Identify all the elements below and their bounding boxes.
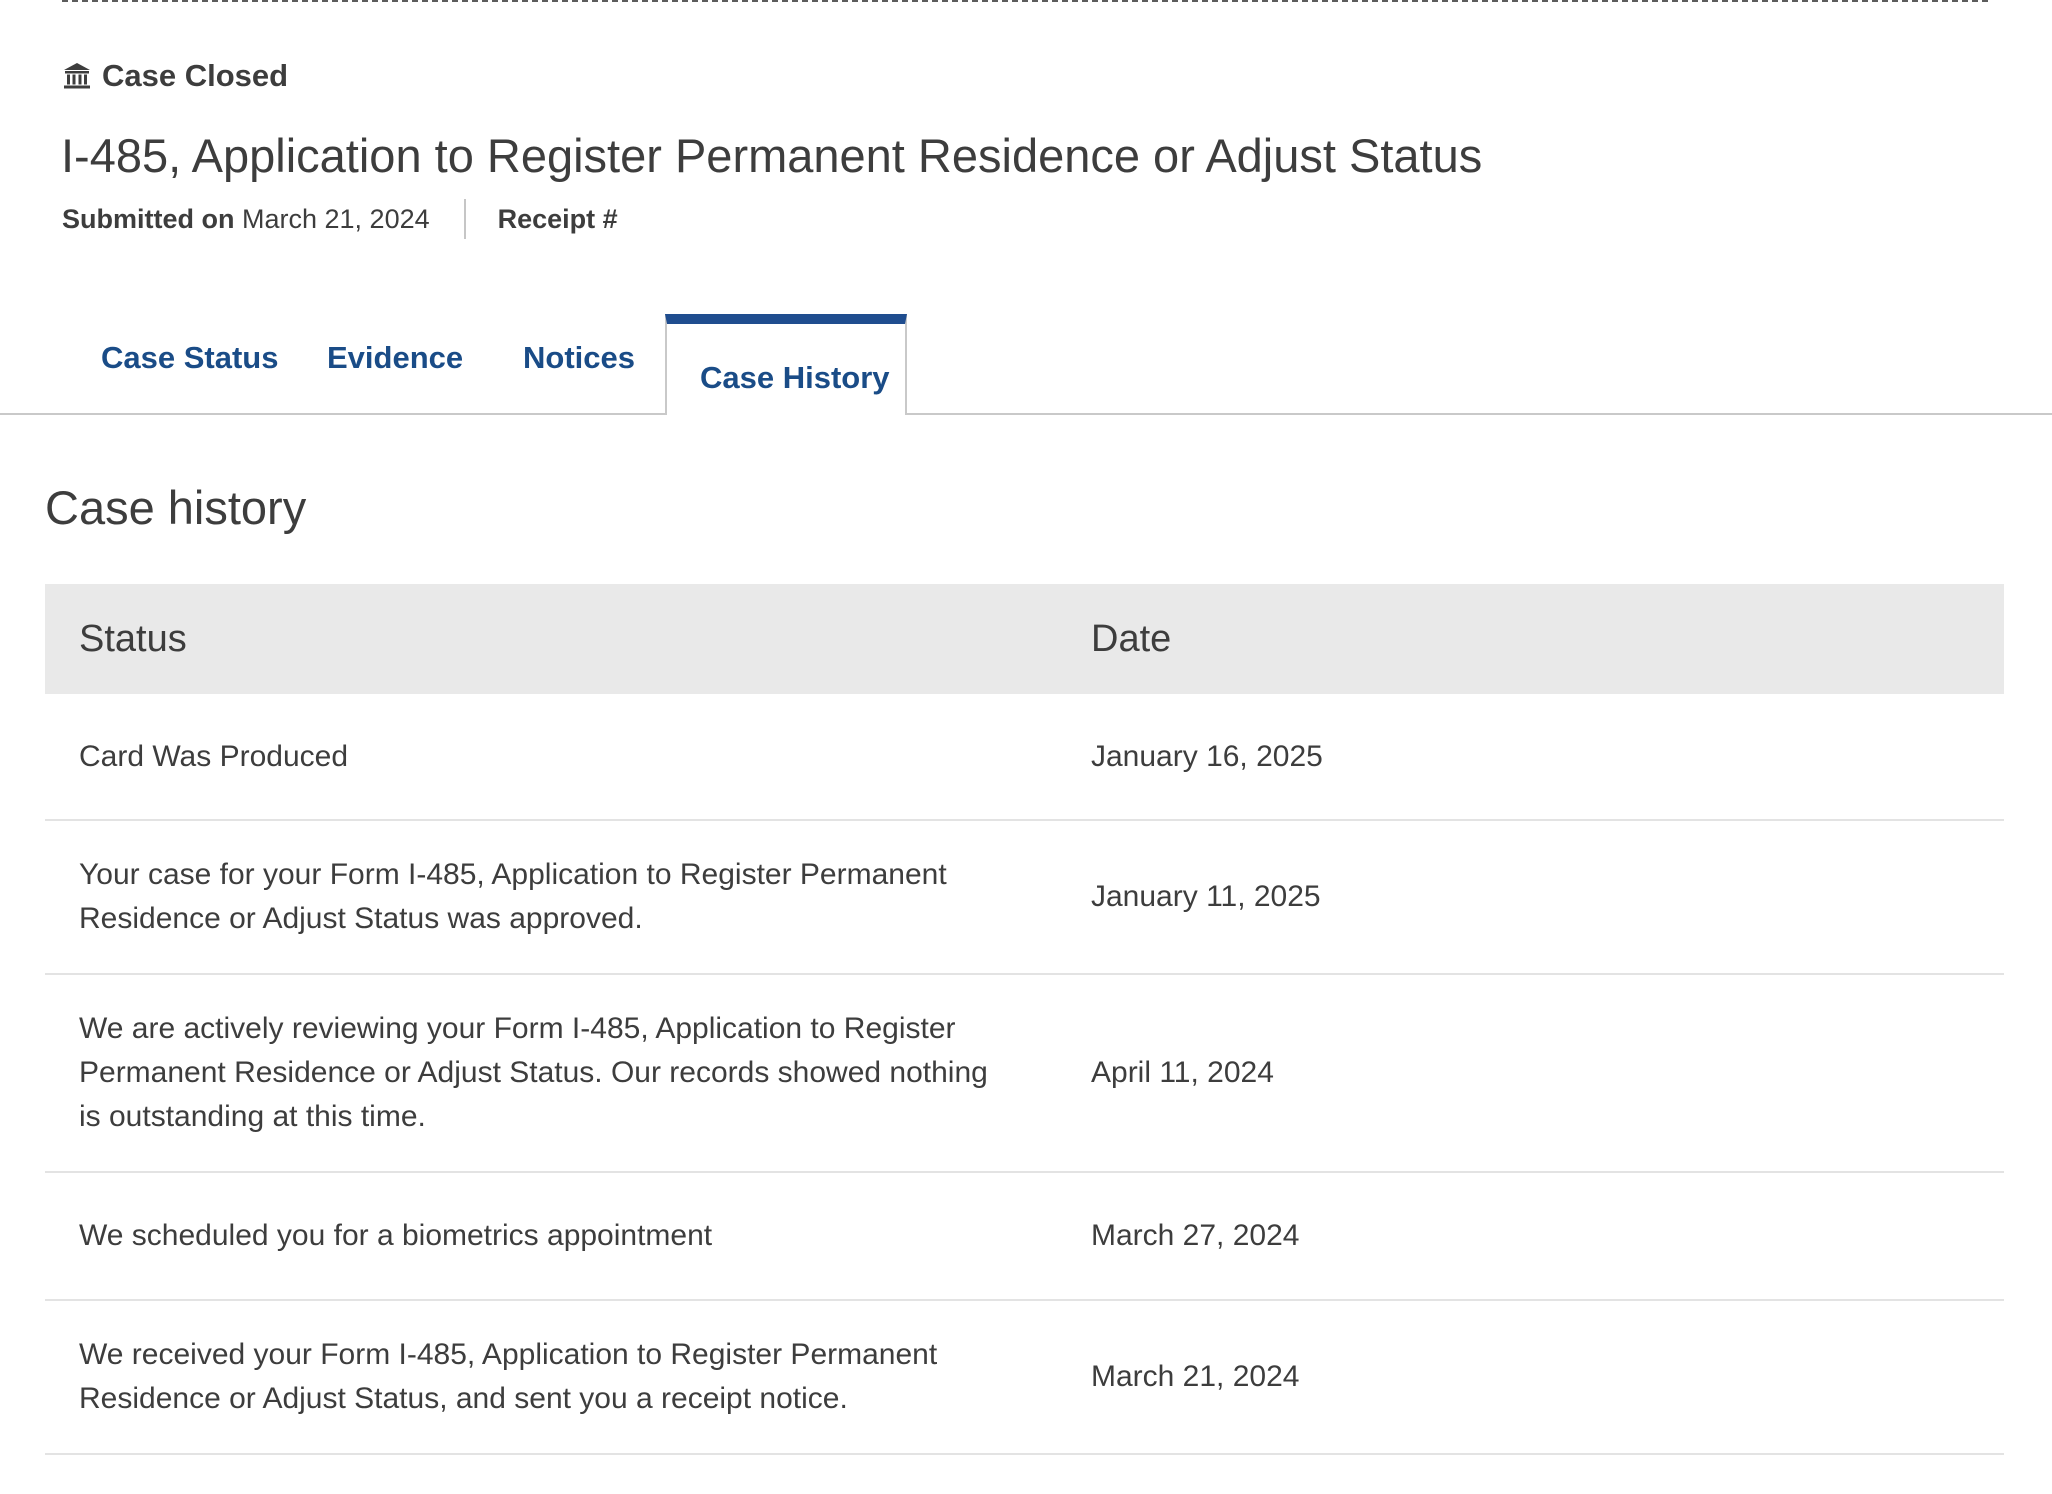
tab-notices[interactable]: Notices [523, 340, 635, 375]
tabs-divider [0, 413, 2052, 415]
table-row [45, 1300, 2004, 1454]
date-cell: January 11, 2025 [1057, 820, 2004, 974]
table-row [45, 820, 2004, 974]
column-header-status: Status [45, 584, 1057, 694]
date-cell: March 27, 2024 [1057, 1172, 2004, 1300]
status-cell: We scheduled you for a biometrics appointment [45, 1172, 1057, 1300]
tab-case-history-label: Case History [700, 360, 890, 395]
table-header-row [45, 584, 2004, 694]
bank-building-icon [62, 61, 92, 91]
case-history-table [45, 584, 2004, 1455]
tab-case-status[interactable]: Case Status [101, 340, 279, 375]
meta-divider [464, 199, 466, 239]
table-row [45, 694, 2004, 820]
section-title: Case history [45, 481, 307, 534]
case-meta [62, 198, 618, 240]
date-cell: April 11, 2024 [1057, 974, 2004, 1172]
submitted-date: March 21, 2024 [242, 203, 430, 234]
page-title: I-485, Application to Register Permanent Residence or Adjust Status [61, 129, 1483, 182]
table-row [45, 974, 2004, 1172]
status-cell: We received your Form I-485, Application to Register Permanent Residence or Adjust Status, and sent you a receipt notice. [45, 1300, 1057, 1454]
status-cell: Your case for your Form I-485, Application to Register Permanent Residence or Adjust Status was approved. [45, 820, 1057, 974]
table-row [45, 1172, 2004, 1300]
case-state-label: Case Closed [102, 58, 289, 93]
top-dashed-divider [62, 0, 1988, 2]
receipt-label: Receipt # [497, 203, 618, 234]
date-cell: January 16, 2025 [1057, 694, 2004, 820]
column-header-date: Date [1057, 584, 2004, 694]
status-cell: Card Was Produced [45, 694, 1057, 820]
case-state [62, 56, 288, 96]
submitted-label: Submitted on [62, 203, 235, 234]
date-cell: March 21, 2024 [1057, 1300, 2004, 1454]
tab-evidence[interactable]: Evidence [327, 340, 464, 375]
status-cell: We are actively reviewing your Form I-485, Application to Register Permanent Residence or Adjust Status. Our records showed nothing is outstanding at this time. [45, 974, 1057, 1172]
tab-case-history[interactable] [665, 314, 907, 415]
